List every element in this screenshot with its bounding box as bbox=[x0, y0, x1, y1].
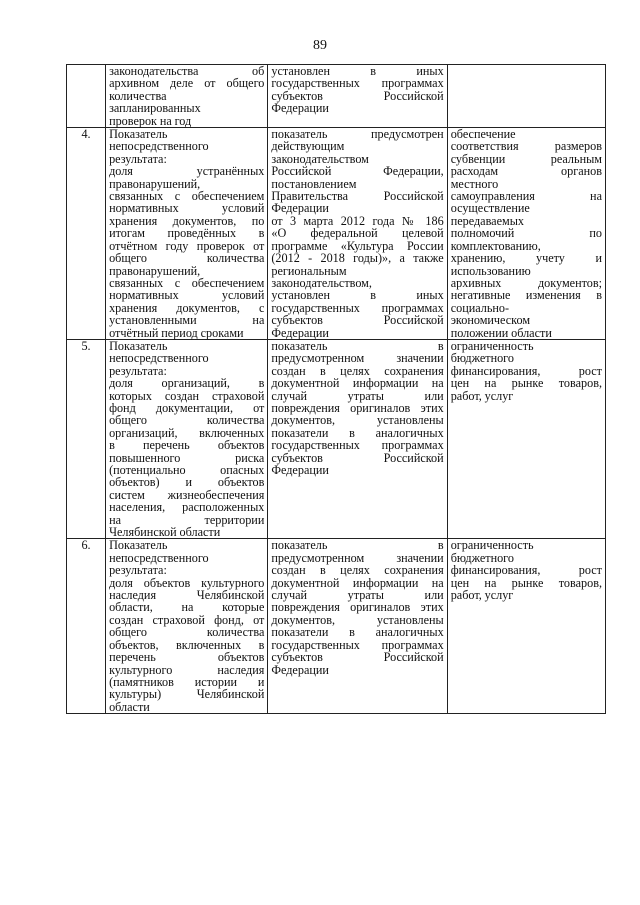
text-line: области bbox=[109, 699, 150, 714]
text-line: субъектов Российской bbox=[271, 313, 444, 328]
indicator-text bbox=[109, 539, 264, 713]
text-line: Федерации bbox=[271, 463, 329, 477]
text-line: (памятников истории и bbox=[109, 674, 265, 689]
text-line: количества bbox=[109, 88, 167, 103]
text-line: работ, услуг bbox=[450, 588, 514, 603]
text-line: установленными на bbox=[109, 313, 265, 328]
text-line: действующим bbox=[271, 139, 345, 154]
text-line: бюджетного bbox=[450, 351, 514, 366]
text-line: непосредственного bbox=[109, 351, 209, 366]
indicators-table bbox=[66, 64, 606, 714]
text-line: итогам проведённых в bbox=[109, 226, 265, 241]
text-line: повышенного риска bbox=[109, 450, 265, 465]
indicator-text bbox=[109, 128, 264, 339]
text-line: случай утраты или bbox=[271, 388, 444, 403]
text-line: использованию bbox=[450, 263, 531, 278]
text-line: создан страховой фонд, от bbox=[109, 612, 265, 627]
text-line: социально- bbox=[450, 300, 510, 315]
risk-text bbox=[451, 340, 602, 402]
text-line: результата: bbox=[109, 363, 167, 378]
text-line: нормативных условий bbox=[109, 201, 265, 216]
text-line: систем жизнеобеспечения bbox=[109, 487, 265, 502]
text-line: хранению, учету и bbox=[450, 251, 602, 266]
text-line: от 3 марта 2012 года № 186 bbox=[271, 213, 444, 228]
table-row bbox=[67, 65, 606, 128]
text-line: культурного наследия bbox=[109, 662, 265, 677]
text-line: объектов, включенных в bbox=[109, 637, 265, 652]
text-line: показатель в bbox=[271, 338, 444, 353]
text-line: области, на которые bbox=[109, 600, 265, 615]
justification-text bbox=[271, 539, 443, 675]
text-line: случай утраты или bbox=[271, 588, 444, 603]
text-line: организаций, включенных bbox=[109, 425, 265, 440]
text-line: предусмотренном значении bbox=[271, 550, 444, 565]
text-line: документной информации на bbox=[271, 376, 444, 391]
text-line: соответствия размеров bbox=[450, 139, 602, 154]
text-line: Федерации bbox=[271, 662, 329, 677]
text-line: непосредственного bbox=[109, 550, 209, 565]
indicator-text bbox=[109, 65, 264, 127]
text-line: наследия Челябинской bbox=[109, 588, 265, 603]
row-number: 4. bbox=[67, 128, 106, 340]
text-line: бюджетного bbox=[450, 550, 514, 565]
indicator-cell bbox=[106, 65, 268, 128]
text-line: Челябинской области bbox=[109, 525, 221, 540]
text-line: результата: bbox=[109, 563, 167, 578]
risk-cell bbox=[447, 539, 605, 714]
text-line: документов, установлены bbox=[271, 413, 444, 428]
text-line: документов, установлены bbox=[271, 612, 444, 627]
text-line: населения, расположенных bbox=[109, 500, 265, 515]
risk-cell bbox=[447, 128, 605, 340]
text-line: связанных с обеспечением bbox=[109, 275, 265, 290]
text-line: доля устранённых bbox=[109, 164, 265, 179]
text-line: хранения документов, по bbox=[109, 213, 265, 228]
text-line: которых создан страховой bbox=[109, 388, 265, 403]
text-line: показатель в bbox=[271, 538, 444, 553]
text-line: Показатель bbox=[109, 538, 168, 553]
row-number: 6. bbox=[67, 539, 106, 714]
text-line: Федерации bbox=[271, 201, 329, 216]
text-line: непосредственного bbox=[109, 139, 209, 154]
text-line: в перечень объектов bbox=[109, 438, 265, 453]
indicator-cell bbox=[106, 339, 268, 539]
text-line: проверок на год bbox=[109, 113, 192, 128]
text-line: финансирования, рост bbox=[450, 363, 602, 378]
text-line: перечень объектов bbox=[109, 650, 265, 665]
text-line: государственных программах bbox=[271, 438, 444, 453]
text-line: архивном деле от общего bbox=[109, 76, 265, 91]
text-line: расходам органов bbox=[450, 164, 602, 179]
row-number bbox=[67, 65, 106, 128]
text-line: установлен в иных bbox=[271, 64, 444, 78]
text-line: работ, услуг bbox=[450, 388, 514, 403]
text-line: Федерации bbox=[271, 325, 329, 340]
text-line: Федерации bbox=[271, 101, 329, 116]
text-line: показатель предусмотрен bbox=[271, 127, 444, 142]
text-line: ограниченность bbox=[450, 538, 534, 553]
table-body bbox=[67, 65, 606, 714]
text-line: Показатель bbox=[109, 127, 168, 142]
text-line: комплектованию, bbox=[450, 238, 541, 253]
text-line: общего количества bbox=[109, 251, 265, 266]
text-line: повреждения оригиналов этих bbox=[271, 400, 444, 415]
table-row bbox=[67, 128, 606, 340]
text-line: государственных программах bbox=[271, 300, 444, 315]
text-line: субвенции реальным bbox=[450, 151, 602, 166]
text-line: связанных с обеспечением bbox=[109, 189, 265, 204]
risk-text bbox=[451, 128, 602, 339]
text-line: отчётном году проверок от bbox=[109, 238, 265, 253]
text-line: (2012 - 2018 годы)», а также bbox=[271, 251, 444, 266]
text-line: ограниченность bbox=[450, 338, 534, 353]
text-line: Показатель bbox=[109, 338, 168, 353]
justification-cell bbox=[268, 539, 447, 714]
text-line: создан в целях сохранения bbox=[271, 563, 444, 578]
text-line: хранения документов, с bbox=[109, 300, 265, 315]
justification-text bbox=[271, 340, 443, 476]
text-line: фонд документации, от bbox=[109, 400, 265, 415]
text-line: «О федеральной целевой bbox=[271, 226, 444, 241]
table-row bbox=[67, 539, 606, 714]
text-line: негативные изменения в bbox=[450, 288, 602, 303]
text-line: законодательством, bbox=[271, 275, 372, 290]
text-line: государственных программах bbox=[271, 76, 444, 91]
text-line: постановлением bbox=[271, 176, 357, 191]
text-line: доля объектов культурного bbox=[109, 575, 265, 590]
text-line: цен на рынке товаров, bbox=[450, 575, 602, 590]
text-line: повреждения оригиналов этих bbox=[271, 600, 444, 615]
text-line: показатели в аналогичных bbox=[271, 625, 444, 640]
text-line: полномочий по bbox=[450, 226, 602, 241]
text-line: объектов) и объектов bbox=[109, 475, 265, 490]
text-line: показатели в аналогичных bbox=[271, 425, 444, 440]
text-line: экономическом bbox=[450, 313, 531, 328]
table-row bbox=[67, 339, 606, 539]
text-line: документной информации на bbox=[271, 575, 444, 590]
text-line: правонарушений, bbox=[109, 176, 201, 191]
text-line: нормативных условий bbox=[109, 288, 265, 303]
text-line: Российской Федерации, bbox=[271, 164, 444, 179]
text-line: Правительства Российской bbox=[271, 189, 444, 204]
text-line: финансирования, рост bbox=[450, 563, 602, 578]
text-line: передаваемых bbox=[450, 213, 524, 228]
text-line: создан в целях сохранения bbox=[271, 363, 444, 378]
risk-cell bbox=[447, 339, 605, 539]
indicator-cell bbox=[106, 539, 268, 714]
text-line: законодательством bbox=[271, 151, 369, 166]
text-line: отчётный период сроками bbox=[109, 325, 244, 340]
text-line: государственных программах bbox=[271, 637, 444, 652]
text-line: цен на рынке товаров, bbox=[450, 376, 602, 391]
risk-text bbox=[451, 539, 602, 601]
text-line: положении области bbox=[450, 325, 552, 340]
indicator-text bbox=[109, 340, 264, 539]
text-line: субъектов Российской bbox=[271, 88, 444, 103]
text-line: правонарушений, bbox=[109, 263, 201, 278]
text-line: законодательства об bbox=[109, 64, 265, 78]
page-number: 89 bbox=[313, 38, 327, 53]
indicator-cell bbox=[106, 128, 268, 340]
text-line: на территории bbox=[109, 512, 265, 527]
justification-text bbox=[271, 65, 443, 115]
text-line: архивных документов; bbox=[450, 275, 602, 290]
text-line: культуры) Челябинской bbox=[109, 687, 265, 702]
justification-cell bbox=[268, 339, 447, 539]
risk-cell bbox=[447, 65, 605, 128]
text-line: региональным bbox=[271, 263, 347, 278]
text-line: запланированных bbox=[109, 101, 201, 116]
justification-cell bbox=[268, 128, 447, 340]
text-line: общего количества bbox=[109, 413, 265, 428]
justification-text bbox=[271, 128, 443, 339]
text-line: осуществление bbox=[450, 201, 530, 216]
text-line: местного bbox=[450, 176, 499, 191]
text-line: (потенциально опасных bbox=[109, 463, 265, 477]
text-line: общего количества bbox=[109, 625, 265, 640]
text-line: обеспечение bbox=[450, 127, 516, 142]
text-line: предусмотренном значении bbox=[271, 351, 444, 366]
justification-cell bbox=[268, 65, 447, 128]
row-number: 5. bbox=[67, 339, 106, 539]
text-line: установлен в иных bbox=[271, 288, 444, 303]
text-line: субъектов Российской bbox=[271, 450, 444, 465]
text-line: доля организаций, в bbox=[109, 376, 265, 391]
text-line: программе «Культура России bbox=[271, 238, 444, 253]
text-line: субъектов Российской bbox=[271, 650, 444, 665]
text-line: результата: bbox=[109, 151, 167, 166]
text-line: самоуправления на bbox=[450, 189, 602, 204]
